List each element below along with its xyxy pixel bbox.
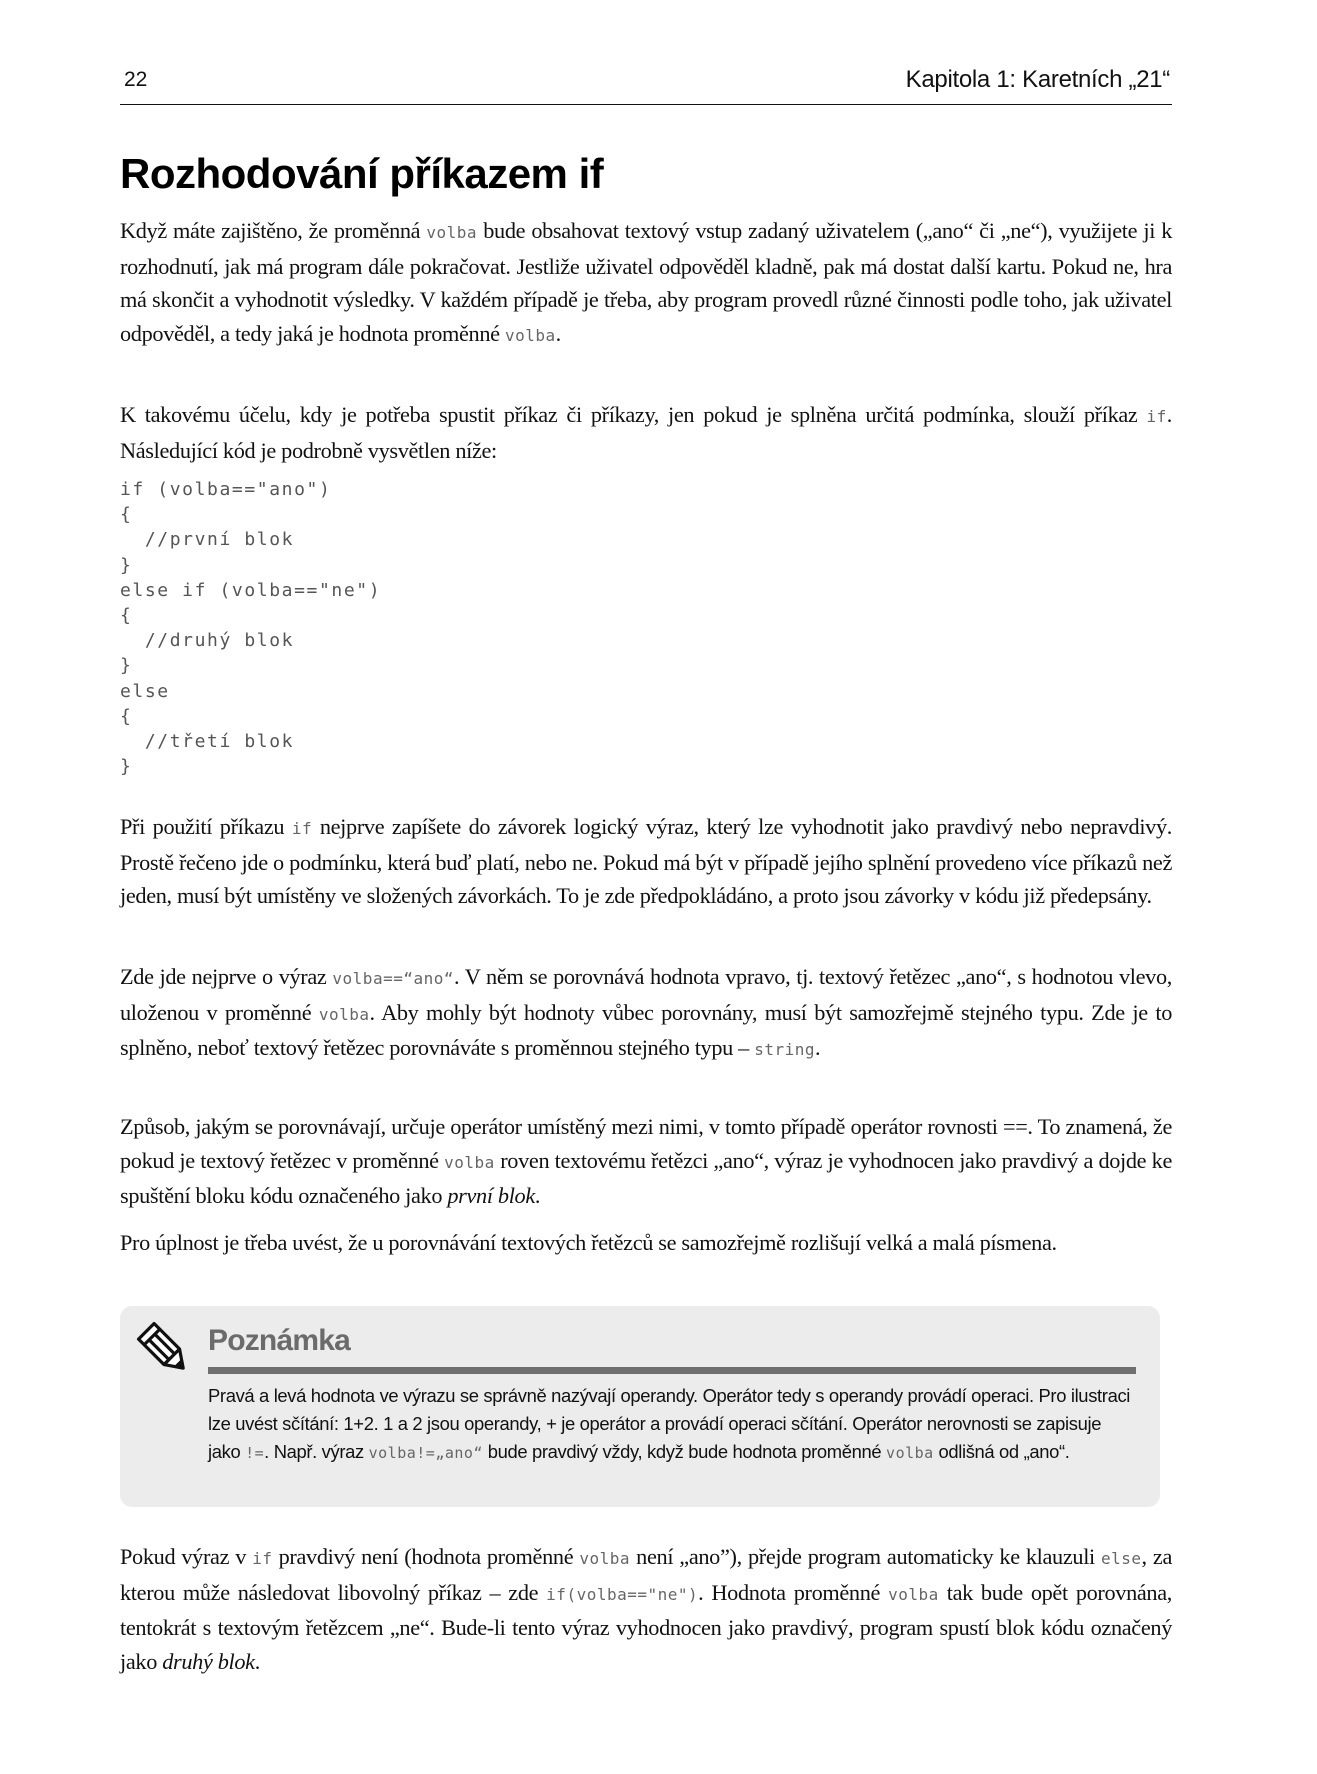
running-header	[120, 64, 1172, 105]
text: . V něm se porovnává hodnota vpravo, tj. textový řetězec „ano“, s hodnotou vlevo, uloženou v proměnné	[120, 964, 1172, 1025]
emphasis: druhý blok	[162, 1648, 255, 1674]
code-line: {	[120, 705, 133, 727]
inline-code: volba	[886, 1444, 934, 1462]
paragraph-expression	[120, 960, 1172, 1067]
chapter-title: Kapitola 1: Karetních „21“	[905, 66, 1170, 93]
text: K takovému účelu, kdy je potřeba spustit příkaz či příkazy, jen pokud je splněna určitá podmínka, slouží příkaz	[120, 402, 1147, 427]
note-title: Poznámka	[208, 1324, 350, 1357]
inline-code: else	[1101, 1549, 1142, 1568]
paragraph-if-usage	[120, 810, 1172, 913]
inline-code: volba	[888, 1584, 939, 1604]
inline-code: if	[252, 1549, 273, 1568]
text: roven textovému řetězci „ano“, výraz je vyhodnocen jako pravdivý a dojde ke spuštění bloku kódu označeného jako	[120, 1147, 1172, 1209]
text: pravdivý není (hodnota proměnné	[272, 1544, 580, 1569]
code-line: }	[120, 655, 133, 677]
inline-code: if	[1146, 407, 1167, 426]
text: Při použití příkazu	[120, 814, 292, 839]
paragraph-case-sensitivity	[120, 1226, 1172, 1260]
inline-code: volba	[444, 1152, 495, 1172]
code-line: }	[120, 554, 133, 576]
inline-code: volba==“ano“	[332, 969, 454, 988]
code-line: //první blok	[120, 529, 295, 551]
note-divider	[208, 1367, 1136, 1374]
text: Pokud výraz v	[120, 1544, 253, 1569]
text: . Následující kód je podrobně vysvětlen níže:	[120, 402, 1172, 463]
inline-code: volba	[426, 223, 478, 242]
inline-code: volba	[504, 325, 556, 345]
page-number: 22	[124, 68, 148, 91]
code-line: else if (volba=="ne")	[120, 579, 382, 601]
text: . Hodnota proměnné	[698, 1579, 889, 1605]
code-line: {	[120, 605, 133, 627]
text: bude pravdivý vždy, když bude hodnota proměnné	[483, 1441, 887, 1462]
text: Pravá a levá hodnota ve výrazu se správně nazývají operandy. Operátor tedy s operandy provádí operaci. Pro ilustraci lze uvést sčítání: 1+2. 1 a 2 jsou operandy, + je operátor a provádí operaci sčítání. Operátor nerovnosti se zapisuje jako	[208, 1385, 1131, 1462]
code-line: {	[120, 504, 133, 526]
text: Pro úplnost je třeba uvést, že u porovnávání textových řetězců se samozřejmě rozlišují velká a malá písmena.	[120, 1230, 1057, 1255]
inline-code: if	[291, 819, 313, 838]
paragraph-intro	[120, 214, 1172, 352]
note-text	[208, 1382, 1138, 1467]
text: Způsob, jakým se porovnávají, určuje operátor umístěný mezi nimi, v tomto případě operátor rovnosti ==. To znamená, že pokud je textový řetězec v proměnné	[120, 1114, 1172, 1173]
pencil-icon	[136, 1320, 192, 1378]
code-line: else	[120, 680, 170, 702]
note-box	[120, 1306, 1160, 1507]
inline-code: !=	[245, 1444, 265, 1462]
code-line: //třetí blok	[120, 731, 295, 753]
inline-code: volba	[579, 1549, 631, 1568]
text: , za kterou může následovat libovolný příkaz – zde	[120, 1544, 1172, 1605]
text: bude obsahovat textový vstup zadaný uživatelem („ano“ či „ne“), využijete ji k rozhodnutí, jak má program dále pokračovat. Jestliže uživatel odpověděl kladně, pak má dostat další kartu. Pokud ne, hra má skončit a vyhodnotit výsledky. V každém případě je třeba, aby program provedl různé činnosti podle toho, jak uživatel odpověděl, a tedy jaká je hodnota proměnné	[120, 218, 1172, 346]
text: .	[254, 1648, 260, 1674]
section-title: Rozhodování příkazem if	[120, 150, 604, 197]
inline-code: volba	[318, 1004, 370, 1024]
text: . Aby mohly být hodnoty vůbec porovnány, musí být samozřejmě stejného typu. Zde je to splněno, neboť textový řetězec porovnáváte s proměnnou stejného typu –	[120, 999, 1172, 1061]
text: .	[815, 1035, 821, 1061]
text: .	[555, 320, 561, 346]
text: . Např. výraz	[264, 1441, 369, 1462]
text: nejprve zapíšete do závorek logický výraz, který lze vyhodnotit jako pravdivý nebo nepravdivý. Prostě řečeno jde o podmínku, která buď platí, nebo ne. Pokud má být v případě jejího splnění provedeno více příkazů než jeden, musí být umístěny ve složených závorkách. To je zde předpokládáno, a proto jsou závorky v kódu již předepsány.	[120, 814, 1172, 909]
inline-code: volba!=„ano“	[368, 1444, 483, 1462]
code-line: //druhý blok	[120, 630, 295, 652]
paragraph-operator	[120, 1110, 1172, 1213]
emphasis: první blok	[447, 1183, 535, 1209]
code-listing	[120, 477, 381, 779]
code-line: if (volba=="ano")	[120, 479, 332, 500]
text: Když máte zajištěno, že proměnná	[120, 218, 427, 243]
paragraph-else-clause	[120, 1540, 1172, 1678]
paragraph-if-purpose	[120, 398, 1172, 467]
inline-code: if(volba=="ne")	[546, 1584, 699, 1604]
text: Zde jde nejprve o výraz	[120, 964, 333, 989]
text: odlišná od „ano“.	[933, 1441, 1070, 1462]
text: .	[534, 1183, 541, 1209]
inline-code: string	[754, 1040, 816, 1060]
code-line: }	[120, 756, 133, 778]
text: není „ano”), přejde program automaticky ke klauzuli	[630, 1544, 1102, 1569]
text: tak bude opět porovnána, tentokrát s textovým řetězcem „ne“. Bude-li tento výraz vyhodnocen jako pravdivý, program spustí blok kódu označený jako	[120, 1579, 1173, 1674]
